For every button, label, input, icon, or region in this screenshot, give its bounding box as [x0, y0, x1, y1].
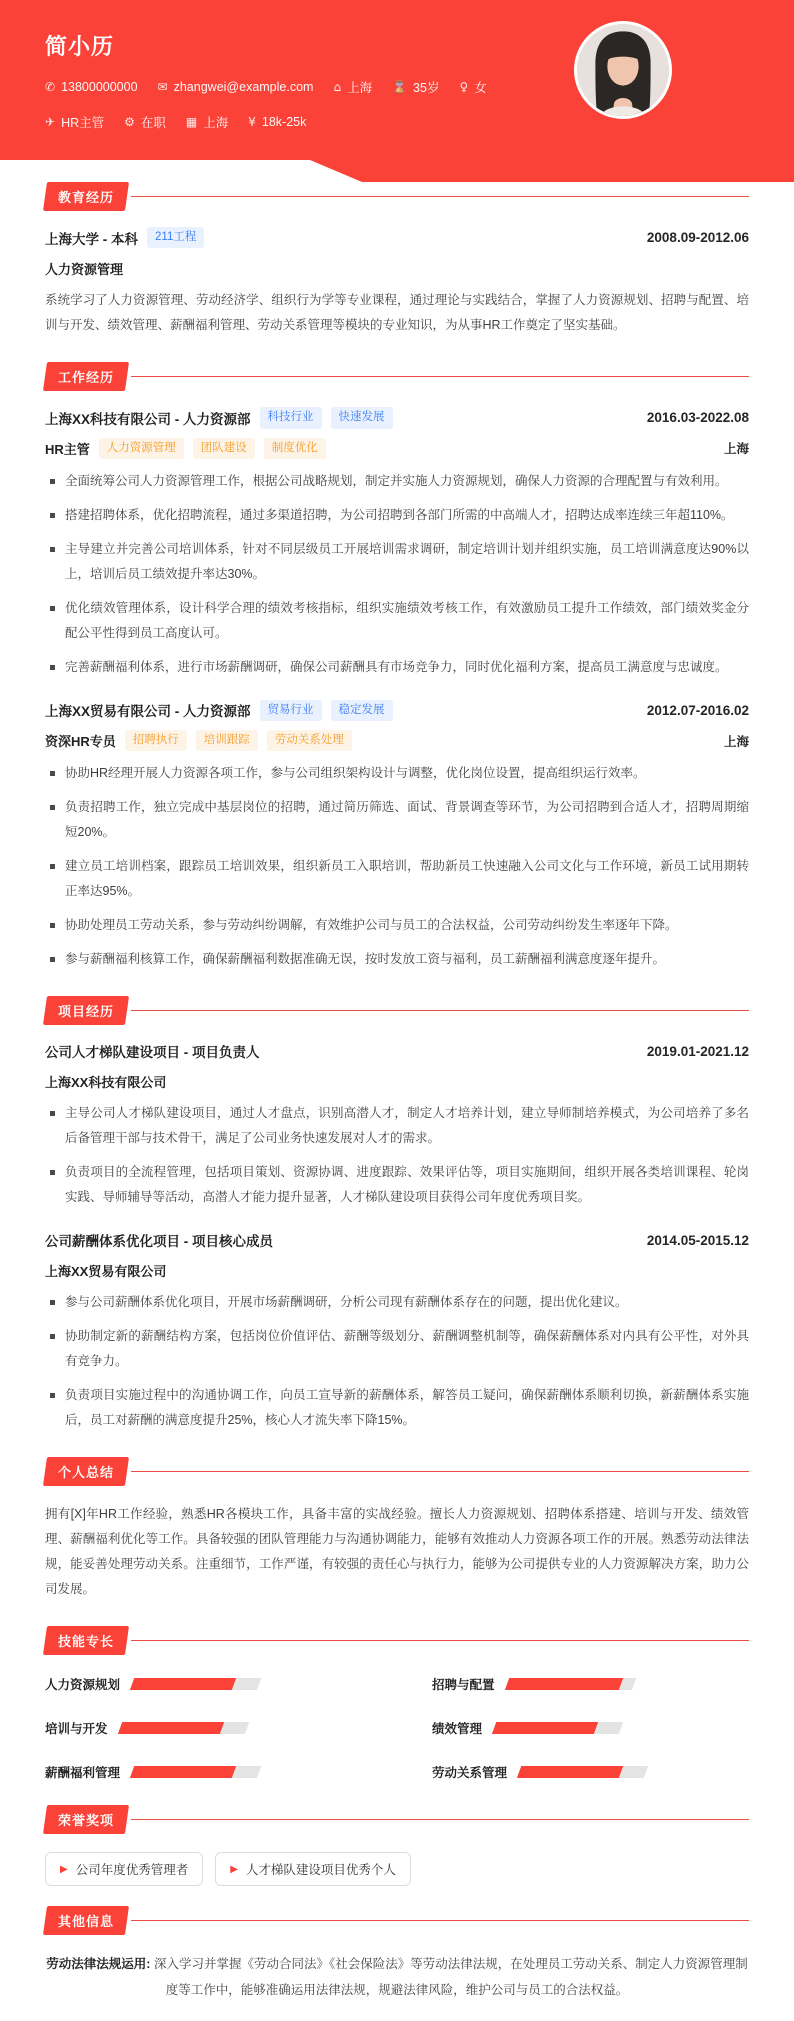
header-ribbon	[310, 160, 794, 182]
project-entry	[45, 1230, 749, 1433]
job-entry	[45, 700, 749, 973]
skill-bar-fill	[117, 1722, 223, 1734]
honor-label: 人才梯队建设项目优秀个人	[245, 1863, 396, 1878]
skill-label: 培训与开发	[45, 1722, 108, 1737]
section-honors	[45, 1805, 749, 1886]
honor-label: 公司年度优秀管理者	[75, 1863, 189, 1878]
bullet-icon	[50, 513, 55, 518]
project-company: 上海XX科技有限公司	[45, 1075, 167, 1091]
skill-item	[45, 1763, 362, 1781]
candidate-name: 简小历	[45, 34, 115, 59]
play-icon: ▶	[230, 1863, 238, 1875]
skill-label: 绩效管理	[432, 1722, 483, 1737]
role-tag: 劳动关系处理	[267, 730, 352, 751]
skill-bar-fill	[517, 1766, 623, 1778]
major-name: 人力资源管理	[45, 262, 124, 278]
profile-photo	[574, 21, 672, 119]
bullet-item: 建立员工培训档案，跟踪员工培训效果，组织新员工入职培训，帮助新员工快速融入公司文化与工作环境，新员工试用期转正率达95%。	[45, 854, 749, 904]
section-title-projects: 项目经历	[45, 996, 127, 1025]
section-divider	[131, 196, 749, 197]
bullet-item: 优化绩效管理体系，设计科学合理的绩效考核指标，组织实施绩效考核工作，有效激励员工提升工作绩效，部门绩效奖金分配公平性得到员工高度认可。	[45, 596, 749, 646]
skill-label: 招聘与配置	[432, 1678, 495, 1693]
skill-bar-fill	[504, 1678, 623, 1690]
skill-bar	[130, 1766, 261, 1778]
section-projects	[45, 996, 749, 1433]
section-title-skills: 技能专长	[45, 1626, 127, 1655]
section-divider	[131, 1819, 749, 1820]
age-icon: ⌛	[392, 80, 408, 94]
job-date: 2012.07-2016.02	[646, 702, 749, 718]
role-tag: 招聘执行	[125, 730, 187, 751]
project-company: 上海XX贸易有限公司	[45, 1264, 167, 1280]
section-skills	[45, 1626, 749, 1781]
skill-item	[432, 1719, 749, 1737]
contact-age-value: 35岁	[413, 81, 440, 95]
bullet-item: 完善薪酬福利体系，进行市场薪酬调研，确保公司薪酬具有市场竞争力，同时优化福利方案，提高员工满意度与忠诚度。	[45, 655, 749, 680]
bullet-icon	[50, 606, 55, 611]
job-role: 资深HR专员	[45, 734, 116, 750]
honor-pill	[215, 1852, 411, 1886]
contact-city-value: 上海	[203, 116, 229, 130]
skill-bar	[130, 1678, 261, 1690]
contact-phone	[45, 80, 138, 94]
role-tag: 团队建设	[193, 438, 255, 459]
skill-bar	[504, 1678, 635, 1690]
company-name: 上海XX科技有限公司 - 人力资源部	[45, 411, 251, 427]
bullet-icon	[50, 923, 55, 928]
city-icon: ▦	[185, 115, 198, 129]
job-entry	[45, 407, 749, 680]
section-work	[45, 362, 749, 972]
bullet-item: 负责项目实施过程中的沟通协调工作，向员工宣导新的薪酬体系，解答员工疑问，确保薪酬体系顺利切换，新薪酬体系实施后，员工对薪酬的满意度提升25%，核心人才流失率下降15%。	[45, 1383, 749, 1433]
bullet-icon	[50, 1170, 55, 1175]
project-date: 2014.05-2015.12	[646, 1232, 749, 1248]
school-tag: 211工程	[147, 227, 204, 248]
location-icon: ⌂	[333, 80, 342, 94]
contact-salary	[248, 115, 306, 129]
header-strip	[0, 160, 794, 182]
section-title-other: 其他信息	[45, 1906, 127, 1935]
bullet-icon	[50, 479, 55, 484]
bullet-icon	[50, 805, 55, 810]
profile-photo-illustration	[577, 24, 669, 116]
project-name: 公司薪酬体系优化项目 - 项目核心成员	[45, 1234, 273, 1250]
contact-salary-value: 18k-25k	[261, 115, 307, 129]
section-summary	[45, 1457, 749, 1602]
honor-pill	[45, 1852, 203, 1886]
job-intention-icon: ✈	[45, 115, 56, 129]
role-tag: 培训跟踪	[196, 730, 258, 751]
contact-job-intention-value: HR主管	[61, 116, 105, 130]
skill-label: 人力资源规划	[45, 1678, 121, 1693]
skill-item	[45, 1675, 362, 1693]
bullet-icon	[50, 864, 55, 869]
school-name: 上海大学 - 本科	[45, 231, 138, 247]
contact-age	[392, 78, 439, 96]
skill-bar-fill	[130, 1678, 236, 1690]
section-divider	[131, 1010, 749, 1011]
contact-email-value: zhangwei@example.com	[173, 80, 314, 94]
bullet-item: 参与薪酬福利核算工作，确保薪酬福利数据准确无误，按时发放工资与福利，员工薪酬福利满意度逐年提升。	[45, 947, 749, 972]
bullet-icon	[50, 665, 55, 670]
company-tag: 科技行业	[260, 407, 322, 428]
contact-status	[124, 113, 166, 131]
education-entry	[45, 227, 749, 338]
section-other	[45, 1906, 749, 2003]
skills-grid	[45, 1671, 749, 1781]
bullet-item: 协助处理员工劳动关系，参与劳动纠纷调解，有效维护公司与员工的合法权益，公司劳动纠纷发生率逐年下降。	[45, 913, 749, 938]
other-info-paragraph	[45, 1951, 749, 2003]
bullet-item: 负责项目的全流程管理，包括项目策划、资源协调、进度跟踪、效果评估等，项目实施期间，组织开展各类培训课程、轮岗实践、导师辅导等活动，高潜人才能力提升显著，人才梯队建设项目获得公司年度优秀项目奖。	[45, 1160, 749, 1210]
bullet-icon	[50, 957, 55, 962]
gender-icon: ♀	[459, 80, 469, 94]
section-title-education: 教育经历	[45, 182, 127, 211]
section-education	[45, 182, 749, 338]
skill-bar-fill	[492, 1722, 598, 1734]
section-divider	[131, 1920, 749, 1921]
contact-gender	[459, 78, 486, 96]
contact-row-1	[45, 78, 794, 96]
role-tag: 人力资源管理	[99, 438, 184, 459]
job-role: HR主管	[45, 441, 90, 457]
bullet-item: 协助制定新的薪酬结构方案，包括岗位价值评估、薪酬等级划分、薪酬调整机制等，确保薪酬体系对内具有公平性，对外具有竞争力。	[45, 1324, 749, 1374]
company-tag: 快速发展	[331, 407, 393, 428]
skill-item	[45, 1719, 362, 1737]
contact-phone-value: 13800000000	[61, 80, 138, 94]
section-title-work: 工作经历	[45, 362, 127, 391]
contact-location	[333, 78, 372, 96]
skill-bar	[492, 1722, 623, 1734]
company-tag: 稳定发展	[331, 700, 393, 721]
job-date: 2016.03-2022.08	[646, 410, 749, 426]
other-info-text: 深入学习并掌握《劳动合同法》《社会保险法》等劳动法律法规，在处理员工劳动关系、制定人力资源管理制度等工作中，能够准确运用法律法规，规避法律风险，维护公司与员工的合法权益。	[153, 1957, 748, 1998]
section-title-summary: 个人总结	[45, 1457, 127, 1486]
section-divider	[131, 1640, 749, 1641]
skill-bar	[117, 1722, 248, 1734]
contact-location-value: 上海	[347, 81, 373, 95]
skill-label: 薪酬福利管理	[45, 1766, 121, 1781]
bullet-icon	[50, 1393, 55, 1398]
salary-icon: ¥	[248, 115, 256, 129]
skill-item	[432, 1763, 749, 1781]
bullet-item: 参与公司薪酬体系优化项目，开展市场薪酬调研，分析公司现有薪酬体系存在的问题，提出优化建议。	[45, 1290, 749, 1315]
education-description: 系统学习了人力资源管理、劳动经济学、组织行为学等专业课程，通过理论与实践结合，掌握了人力资源规划、招聘与配置、培训与开发、绩效管理、薪酬福利管理、劳动关系管理等模块的专业知识，为从事HR工作奠定了坚实基础。	[45, 293, 749, 333]
status-icon: ⚙	[124, 115, 135, 129]
resume-header	[0, 0, 794, 160]
bullet-item: 搭建招聘体系，优化招聘流程，通过多渠道招聘，为公司招聘到各部门所需的中高端人才，招聘达成率连续三年超110%。	[45, 503, 749, 528]
contact-status-value: 在职	[140, 116, 166, 130]
skill-label: 劳动关系管理	[432, 1766, 508, 1781]
project-entry	[45, 1041, 749, 1210]
job-location: 上海	[723, 734, 749, 749]
email-icon: ✉	[157, 80, 168, 94]
honor-row	[45, 1850, 749, 1886]
contact-gender-value: 女	[474, 81, 487, 95]
play-icon: ▶	[60, 1863, 68, 1875]
bullet-icon	[50, 771, 55, 776]
skill-item	[432, 1675, 749, 1693]
bullet-item: 全面统筹公司人力资源管理工作，根据公司战略规划，制定并实施人力资源规划，确保人力资源的合理配置与有效利用。	[45, 469, 749, 494]
skill-bar	[517, 1766, 648, 1778]
section-divider	[131, 1471, 749, 1472]
bullet-icon	[50, 1300, 55, 1305]
bullet-icon	[50, 1111, 55, 1116]
section-divider	[131, 376, 749, 377]
bullet-item: 主导建立并完善公司培训体系，针对不同层级员工开展培训需求调研，制定培训计划并组织实施，员工培训满意度达90%以上，培训后员工绩效提升率达30%。	[45, 537, 749, 587]
contact-city	[186, 113, 228, 131]
contact-row-2	[45, 113, 794, 131]
other-info-label: 劳动法律法规运用:	[46, 1957, 151, 1972]
role-tag: 制度优化	[264, 438, 326, 459]
summary-text: 拥有[X]年HR工作经验，熟悉HR各模块工作，具备丰富的实战经验。擅长人力资源规划、招聘体系搭建、培训与开发、绩效管理、薪酬福利优化等工作。具备较强的团队管理能力与沟通协调能力，能够有效推动人力资源各项工作的开展。熟悉劳动法律法规，能妥善处理劳动关系。注重细节，工作严谨，有较强的责任心与执行力，能够为公司提供专业的人力资源解决方案，助力公司发展。	[45, 1507, 749, 1597]
project-date: 2019.01-2021.12	[646, 1043, 749, 1059]
bullet-item: 负责招聘工作，独立完成中基层岗位的招聘，通过简历筛选、面试、背景调查等环节，为公司招聘到合适人才，招聘周期缩短20%。	[45, 795, 749, 845]
skill-bar-fill	[130, 1766, 236, 1778]
bullet-item: 主导公司人才梯队建设项目，通过人才盘点，识别高潜人才，制定人才培养计划，建立导师制培养模式，为公司培养了多名后备管理干部与技术骨干，满足了公司业务快速发展对人才的需求。	[45, 1101, 749, 1151]
bullet-icon	[50, 1334, 55, 1339]
contact-job-intention	[45, 113, 104, 131]
bullet-item: 协助HR经理开展人力资源各项工作，参与公司组织架构设计与调整，优化岗位设置，提高组织运行效率。	[45, 761, 749, 786]
job-location: 上海	[723, 442, 749, 457]
education-date: 2008.09-2012.06	[646, 230, 749, 246]
phone-icon: ✆	[45, 80, 56, 94]
bullet-icon	[50, 547, 55, 552]
section-title-honors: 荣誉奖项	[45, 1805, 127, 1834]
project-name: 公司人才梯队建设项目 - 项目负责人	[45, 1045, 260, 1061]
company-name: 上海XX贸易有限公司 - 人力资源部	[45, 704, 251, 720]
contact-email	[158, 80, 314, 94]
company-tag: 贸易行业	[260, 700, 322, 721]
